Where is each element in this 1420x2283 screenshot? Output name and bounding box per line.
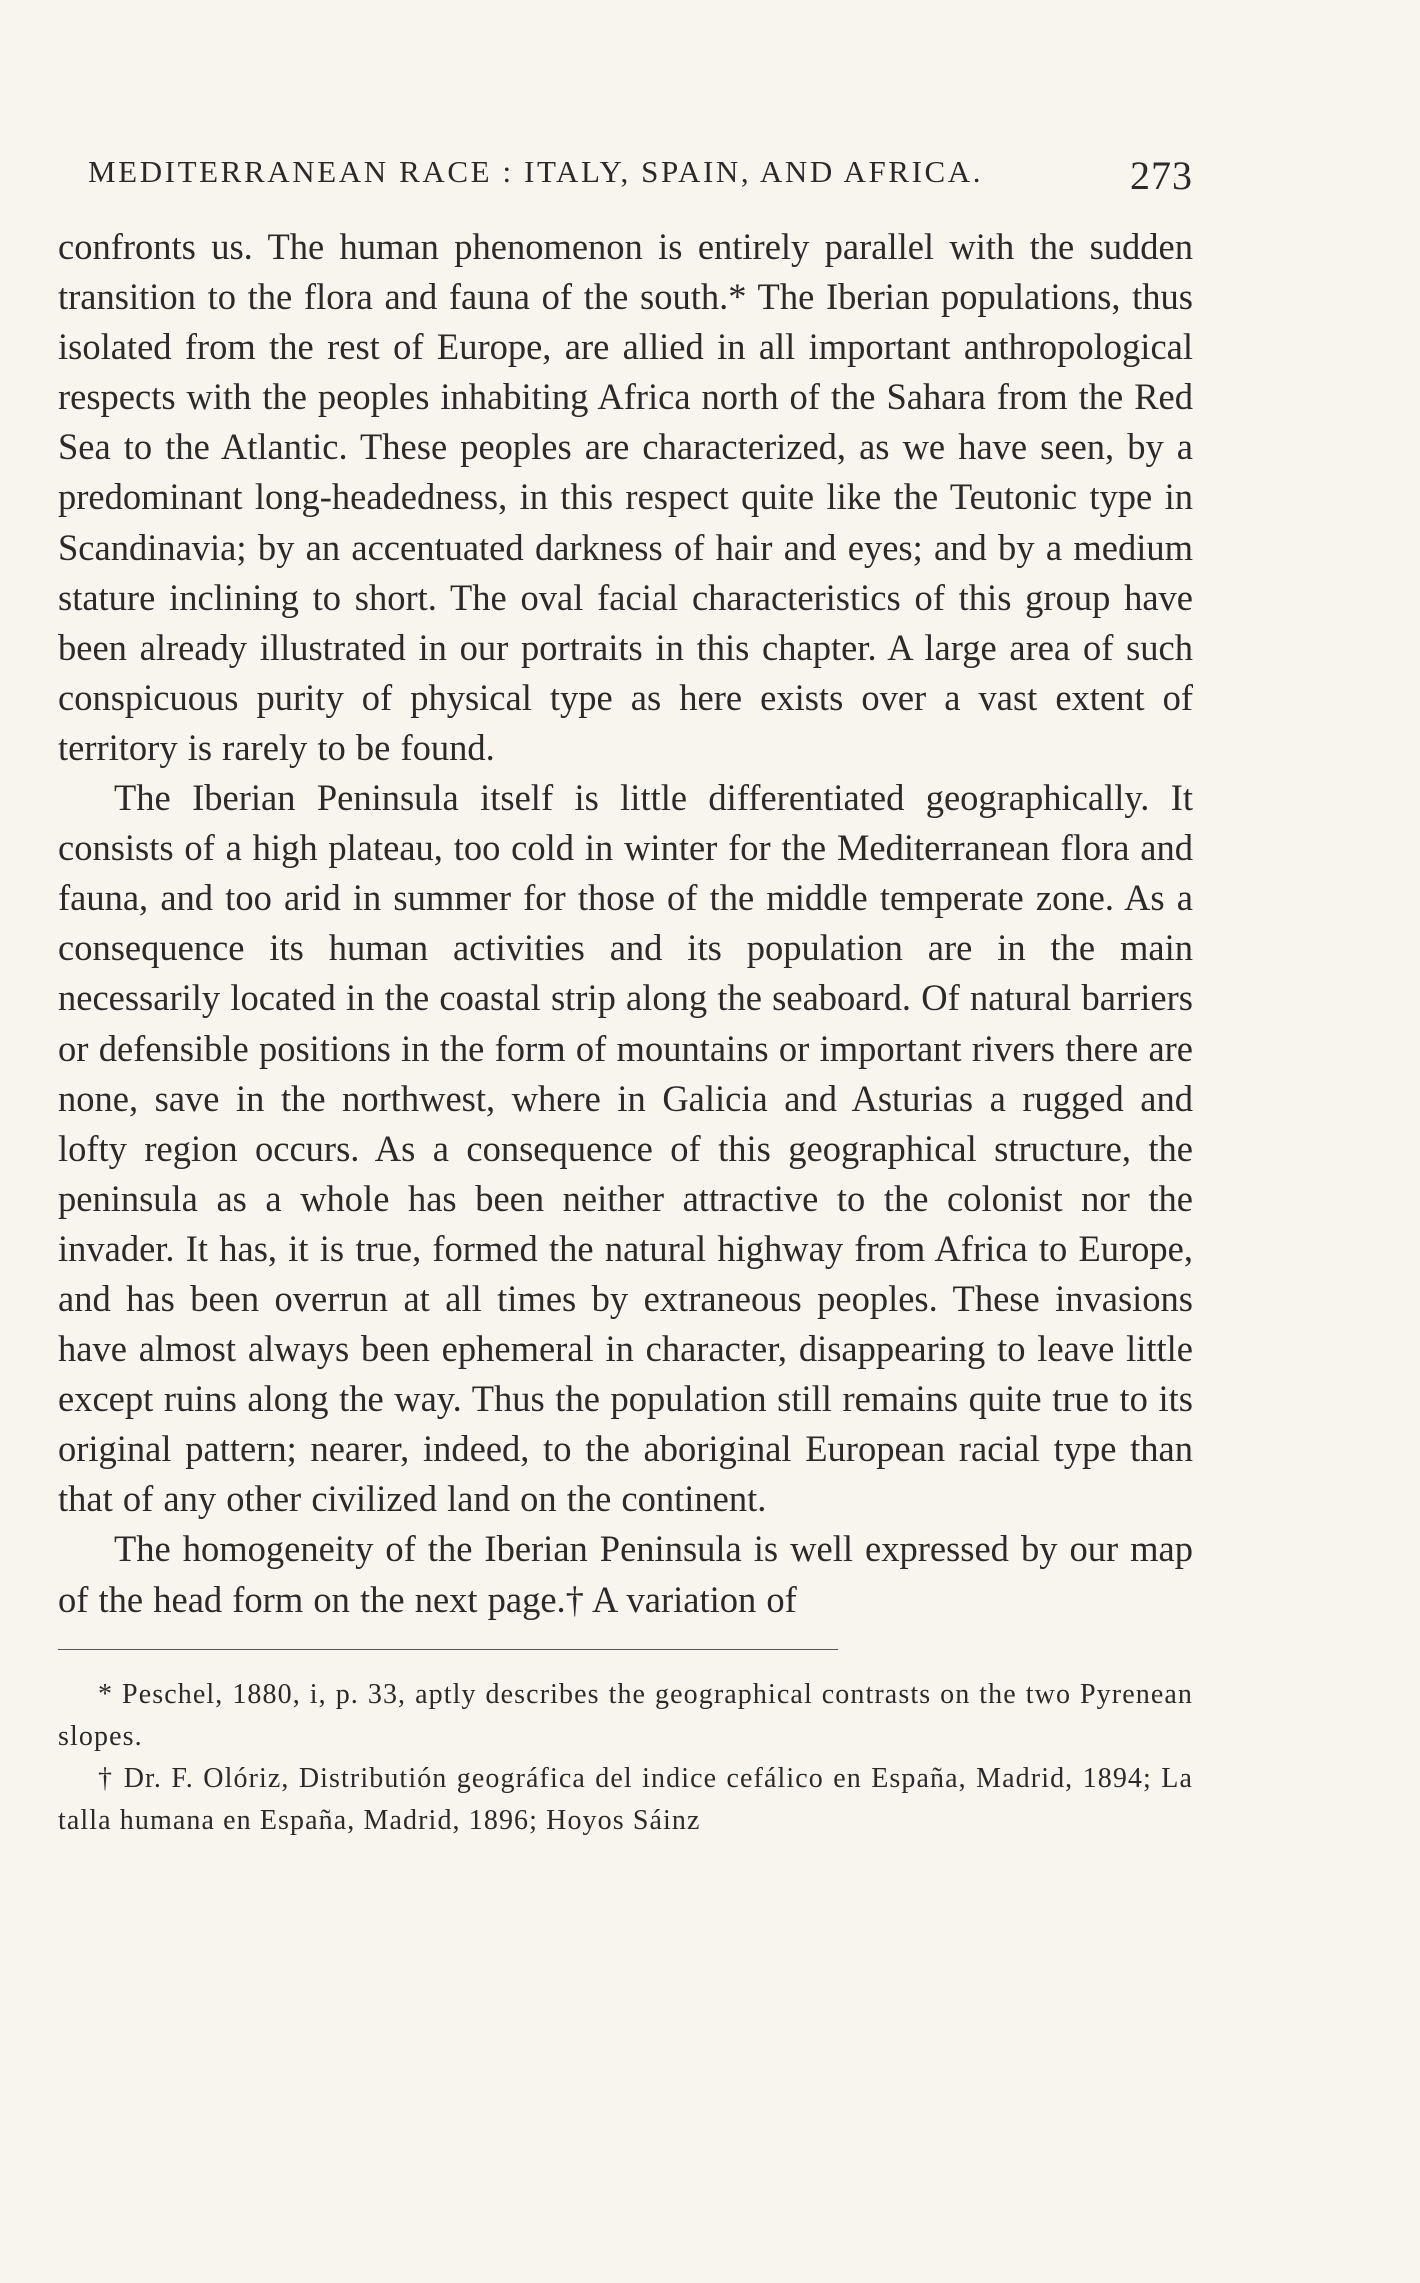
footnote-2: † Dr. F. Olóriz, Distributión geográfica del indice cefálico en España, Madrid, 1894; La talla humana en España, Madrid, 1896; Hoyos Sáinz <box>58 1762 1193 1836</box>
footnote-divider <box>58 1649 838 1650</box>
paragraph-3: The homogeneity of the Iberian Peninsula is well expressed by our map of the head form on the next page.† A variation of <box>58 1528 1193 1620</box>
paragraph-2: The Iberian Peninsula itself is little differentiated geographically. It consists of a high plateau, too cold in winter for the Mediterranean flora and fauna, and too arid in summer for those of the middle temperate zone. As a consequence its human activities and its population are in the main necessarily located in the coastal strip along the seaboard. Of natural barriers or defensible positions in the form of mountains or important rivers there are none, save in the northwest, where in Galicia and Asturias a rugged and lofty region occurs. As a consequence of this geographical structure, the peninsula as a whole has been neither attractive to the colonist nor the invader. It has, it is true, formed the natural highway from Africa to Europe, and has been overrun at all times by extraneous peoples. These invasions have almost always been ephemeral in character, disappearing to leave little except ruins along the way. Thus the population still remains quite true to its original pattern; nearer, indeed, to the aboriginal European racial type than that of any other civilized land on the continent. <box>58 777 1193 1520</box>
running-title: MEDITERRANEAN RACE : ITALY, SPAIN, AND AFRICA. <box>88 154 984 189</box>
paragraph-1: confronts us. The human phenomenon is entirely parallel with the sudden transition to the flora and fauna of the south.* The Iberian populations, thus isolated from the rest of Europe, are allied in all important anthropological respects with the peoples inhabiting Africa north of the Sahara from the Red Sea to the Atlantic. These peoples are characterized, as we have seen, by a predominant long-headedness, in this respect quite like the Teutonic type in Scandinavia; by an accentuated darkness of hair and eyes; and by a medium stature inclining to short. The oval facial characteristics of this group have been already illustrated in our portraits in this chapter. A large area of such conspicuous purity of physical type as here exists over a vast extent of territory is rarely to be found. <box>58 226 1193 768</box>
running-header <box>58 140 1193 200</box>
book-page <box>58 140 1193 1842</box>
footnote-1: * Peschel, 1880, i, p. 33, aptly describes the geographical contrasts on the two Pyrenean slopes. <box>58 1678 1193 1752</box>
footnotes <box>58 1674 1193 1842</box>
page-number: 273 <box>1130 153 1193 198</box>
body-text <box>58 222 1193 1625</box>
